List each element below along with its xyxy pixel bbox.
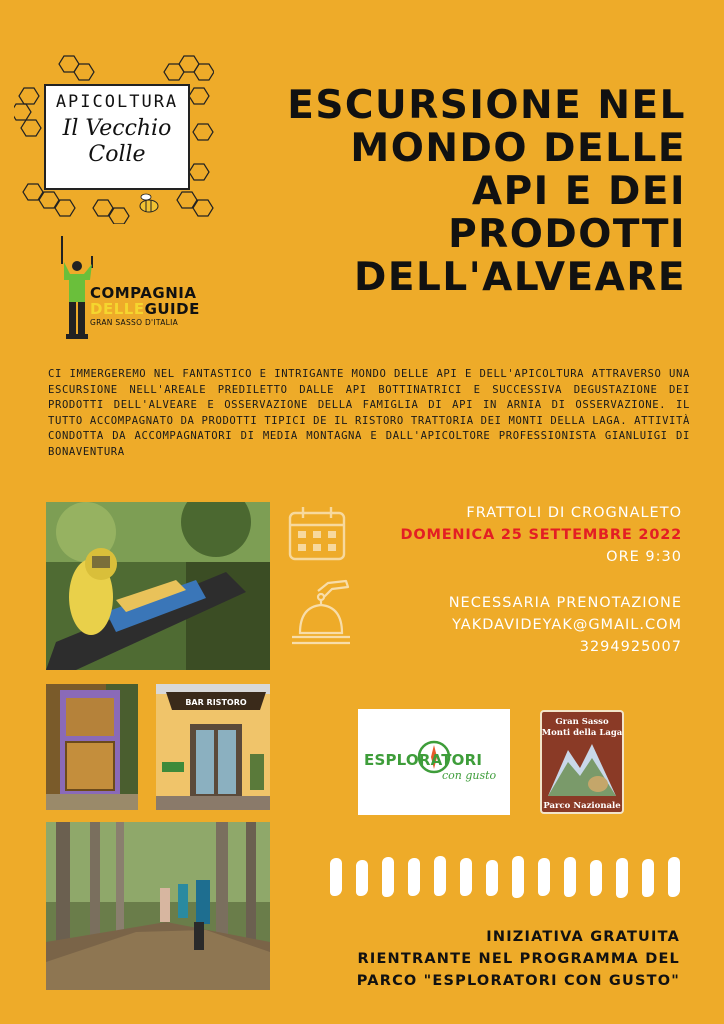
brush-stroke [408, 858, 420, 896]
brush-stroke [668, 857, 680, 897]
parco-logo-line2: Monti della Laga [541, 728, 623, 738]
brush-stroke [434, 856, 446, 896]
footer-line-2: RIENTRANTE NEL PROGRAMMA DEL [357, 951, 680, 967]
service-bell-icon [288, 577, 354, 649]
event-description: CI IMMERGEREMO NEL FANTASTICO E INTRIGANTE MONDO DELLE API E DELL'APICOLTURA ATTRAVERSO UNA ESCURSIONE NELL'AREALE PREDILETTO DALLE API BOTTINATRICI E SUCCESSIVA DEGUSTAZIONE DEI PRODOTTI DELL'ALVEARE E OSSERVAZIONE DELLA FAMIGLIA DI API IN ARNIA DI OSSERVAZIONE. IL TUTTO ACCOMPAGNATO DA PRODOTTI TIPICI DE IL RISTORO TRATTORIA DEI MONTI DELLA LAGA. ATTIVITÀ CONDOTTA DA ACCOMPAGNATORI DI MEDIA MONTAGNA E DALL'APICOLTORE PROFESSIONISTA GIANLUIGI DI BONAVENTURA [48, 368, 690, 458]
esploratori-logo-text: ESPLORATORI [364, 751, 483, 769]
esploratori-logo-sub: con gusto [442, 769, 497, 782]
title-line-4: PRODOTTI [448, 212, 686, 257]
booking-required: NECESSARIA PRENOTAZIONE [448, 595, 682, 611]
brush-stroke [512, 856, 524, 898]
beekeeper-photo [46, 502, 270, 670]
compagnia-guide-logo [52, 234, 202, 344]
guide-logo-line1: COMPAGNIA [90, 284, 197, 302]
brush-stroke [356, 860, 368, 896]
parco-logo-line3: Parco Nazionale [543, 801, 621, 811]
apicoltura-logo [44, 84, 190, 190]
event-date: DOMENICA 25 SETTEMBRE 2022 [400, 527, 682, 543]
guide-logo-line2 [90, 300, 200, 318]
event-details [382, 502, 682, 568]
contact-details [352, 592, 682, 658]
brush-stroke [642, 859, 654, 897]
parco-nazionale-logo [540, 710, 624, 814]
footer-line-3: PARCO "ESPLORATORI CON GUSTO" [356, 973, 680, 989]
observation-hive-photo [46, 684, 138, 810]
event-location: FRATTOLI DI CROGNALETO [466, 505, 682, 521]
title-line-2: MONDO DELLE [350, 126, 686, 171]
apicoltura-logo-line2: Colle [88, 142, 146, 167]
parco-logo-line1: Gran Sasso [555, 717, 609, 727]
contact-phone[interactable]: 3294925007 [579, 639, 682, 655]
poster-title [256, 84, 686, 299]
brush-stroke [564, 857, 576, 897]
brush-stroke [538, 858, 550, 896]
apicoltura-logo-top: APICOLTURA [55, 92, 179, 112]
title-line-1: ESCURSIONE NEL [287, 83, 686, 128]
contact-email[interactable]: YAKDAVIDEYAK@GMAIL.COM [452, 617, 682, 633]
title-line-3: API E DEI [471, 169, 686, 214]
bar-ristoro-photo [156, 684, 270, 810]
brush-stroke [382, 857, 394, 897]
brush-stroke [330, 858, 342, 896]
guide-logo-della: DELLE [90, 300, 145, 318]
guide-logo-line3: GRAN SASSO D'ITALIA [90, 318, 179, 327]
brush-stroke [486, 860, 498, 896]
apicoltura-logo-script [46, 116, 188, 168]
bar-ristoro-sign: BAR RISTORO [185, 698, 247, 707]
bee-icon [140, 194, 158, 212]
footer-note [300, 926, 680, 992]
footer-line-1: INIZIATIVA GRATUITA [486, 929, 680, 945]
apicoltura-logo-line1: Il Vecchio [62, 116, 172, 141]
brush-stroke [616, 858, 628, 898]
calendar-icon [286, 505, 348, 563]
hikers-forest-photo [46, 822, 270, 990]
brush-stroke [590, 860, 602, 896]
event-time: ORE 9:30 [606, 549, 682, 565]
brush-stroke [460, 858, 472, 896]
title-line-5: DELL'ALVEARE [354, 255, 686, 300]
esploratori-con-gusto-logo [358, 709, 510, 815]
guide-logo-guide: GUIDE [144, 300, 200, 318]
